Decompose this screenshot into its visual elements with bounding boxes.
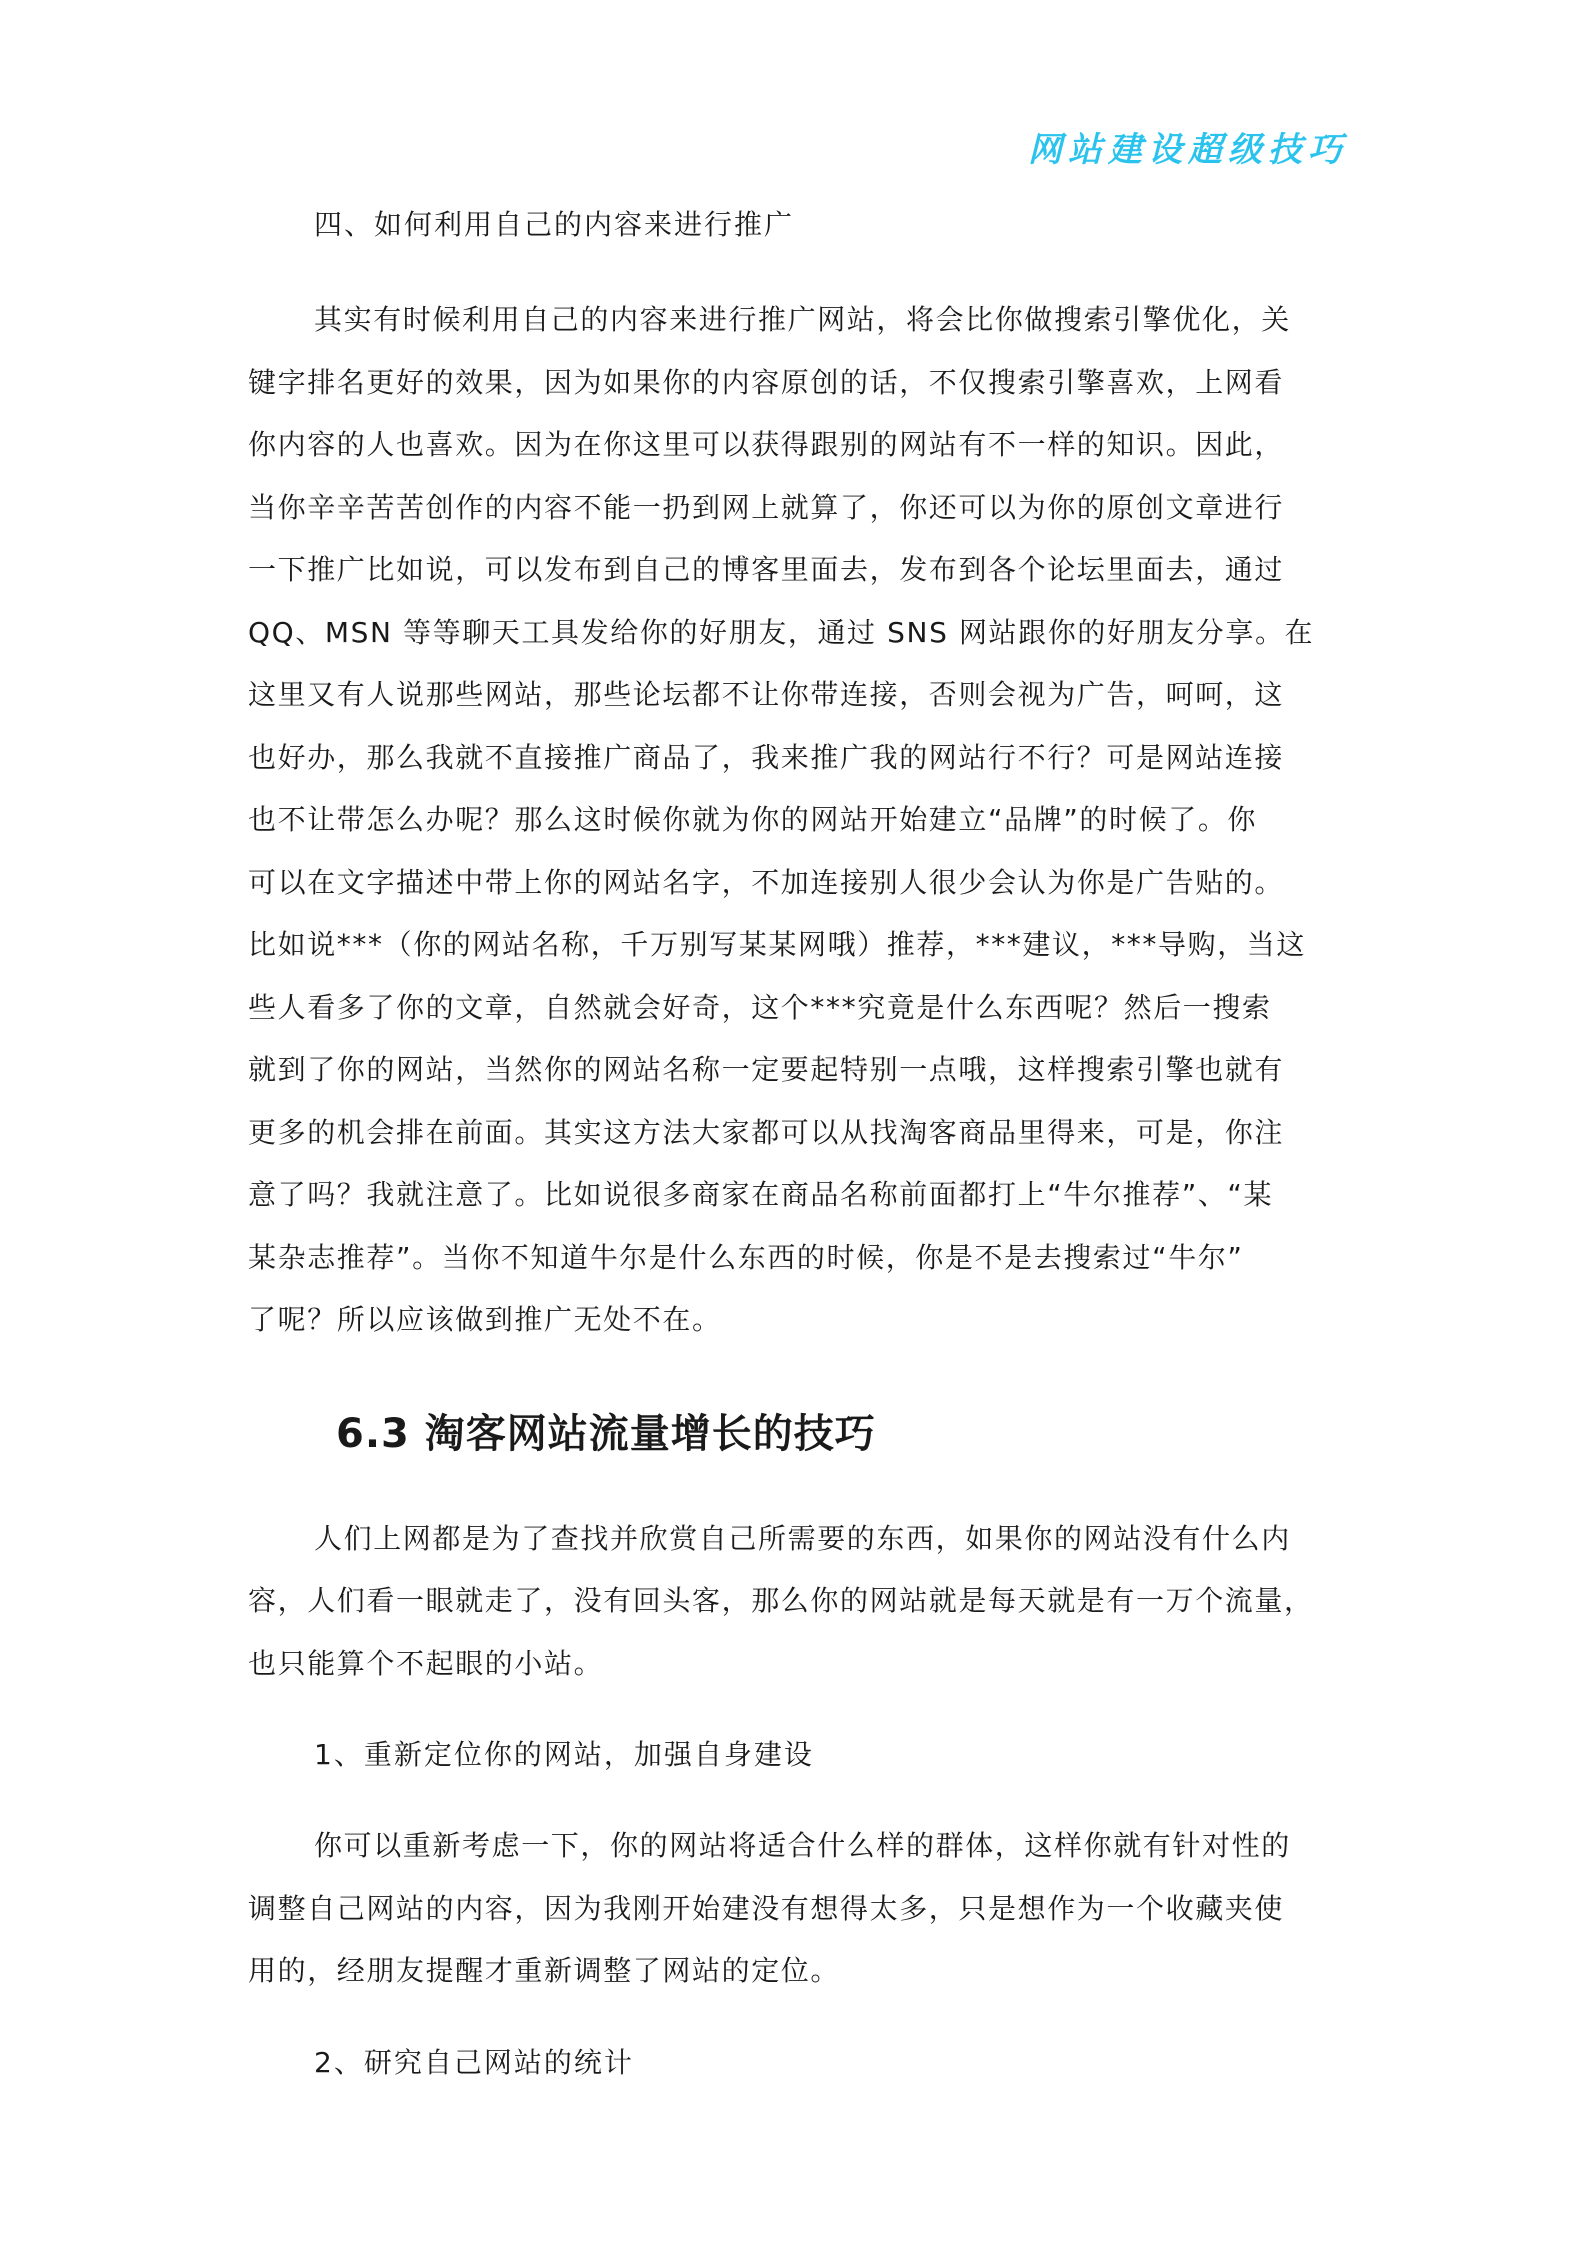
paragraph-line: 键字排名更好的效果，因为如果你的内容原创的话，不仅搜索引擎喜欢，上网看 (248, 365, 1285, 399)
paragraph-line: 比如说***（你的网站名称，千万别写某某网哦）推荐，***建议，***导购，当这 (248, 928, 1307, 961)
page-content (248, 205, 1358, 2083)
paragraph-line: 可以在文字描述中带上你的网站名字，不加连接别人很少会认为你是广告贴的。 (248, 865, 1285, 899)
intro-paragraph (248, 1508, 1358, 1696)
running-header-title: 网站建设超级技巧 (1028, 130, 1348, 170)
paragraph-line: 就到了你的网站，当然你的网站名称一定要起特别一点哦，这样搜索引擎也就有 (248, 1053, 1285, 1086)
paragraph-line: 你可以重新考虑一下，你的网站将适合什么样的群体，这样你就有针对性的 (314, 1829, 1291, 1862)
paragraph-line: 某杂志推荐”。当你不知道牛尔是什么东西的时候，你是不是去搜索过“牛尔” (248, 1240, 1244, 1274)
paragraph-line: 用的，经朋友提醒才重新调整了网站的定位。 (248, 1954, 841, 1987)
paragraph-line: 调整自己网站的内容，因为我刚开始建没有想得太多，只是想作为一个收藏夹使 (248, 1891, 1285, 1925)
paragraph-line: 人们上网都是为了查找并欣赏自己所需要的东西，如果你的网站没有什么内 (314, 1521, 1291, 1555)
paragraph-line: 也好办，那么我就不直接推广商品了，我来推广我的网站行不行？可是网站连接 (248, 740, 1285, 774)
section-heading: 四、如何利用自己的内容来进行推广 (314, 208, 795, 241)
paragraph-line: 也只能算个不起眼的小站。 (248, 1646, 604, 1680)
item1-paragraph (248, 1815, 1358, 2003)
paragraph-line: 容，人们看一眼就走了，没有回头客，那么你的网站就是每天就是有一万个流量， (248, 1584, 1314, 1617)
paragraph-line: 其实有时候利用自己的内容来进行推广网站，将会比你做搜索引擎优化，关 (314, 303, 1291, 336)
paragraph-line: 意了吗？我就注意了。比如说很多商家在商品名称前面都打上“牛尔推荐”、“某 (248, 1178, 1274, 1211)
paragraph-line: 一下推广比如说，可以发布到自己的博客里面去，发布到各个论坛里面去，通过 (248, 553, 1285, 586)
paragraph-line: QQ、MSN 等等聊天工具发给你的好朋友，通过 SNS 网站跟你的好朋友分享。在 (248, 615, 1315, 649)
paragraph-line: 你内容的人也喜欢。因为在你这里可以获得跟别的网站有不一样的知识。因此， (248, 428, 1285, 461)
chapter-heading: 6.3 淘客网站流量增长的技巧 (336, 1410, 876, 1457)
paragraph-line: 了呢？所以应该做到推广无处不在。 (248, 1303, 722, 1336)
item1-heading: 1、重新定位你的网站，加强自身建设 (314, 1738, 814, 1771)
paragraph-line: 当你辛辛苦苦创作的内容不能一扔到网上就算了，你还可以为你的原创文章进行 (248, 490, 1285, 524)
paragraph-line: 这里又有人说那些网站，那些论坛都不让你带连接，否则会视为广告，呵呵，这 (248, 678, 1285, 711)
item2-heading: 2、研究自己网站的统计 (314, 2045, 634, 2079)
paragraph-line: 也不让带怎么办呢？那么这时候你就为你的网站开始建立“品牌”的时候了。你 (248, 803, 1258, 836)
paragraph-line: 些人看多了你的文章，自然就会好奇，这个***究竟是什么东西呢？然后一搜索 (248, 990, 1272, 1024)
paragraph-line: 更多的机会排在前面。其实这方法大家都可以从找淘客商品里得来，可是，你注 (248, 1115, 1285, 1149)
section4-paragraph (248, 289, 1358, 1352)
